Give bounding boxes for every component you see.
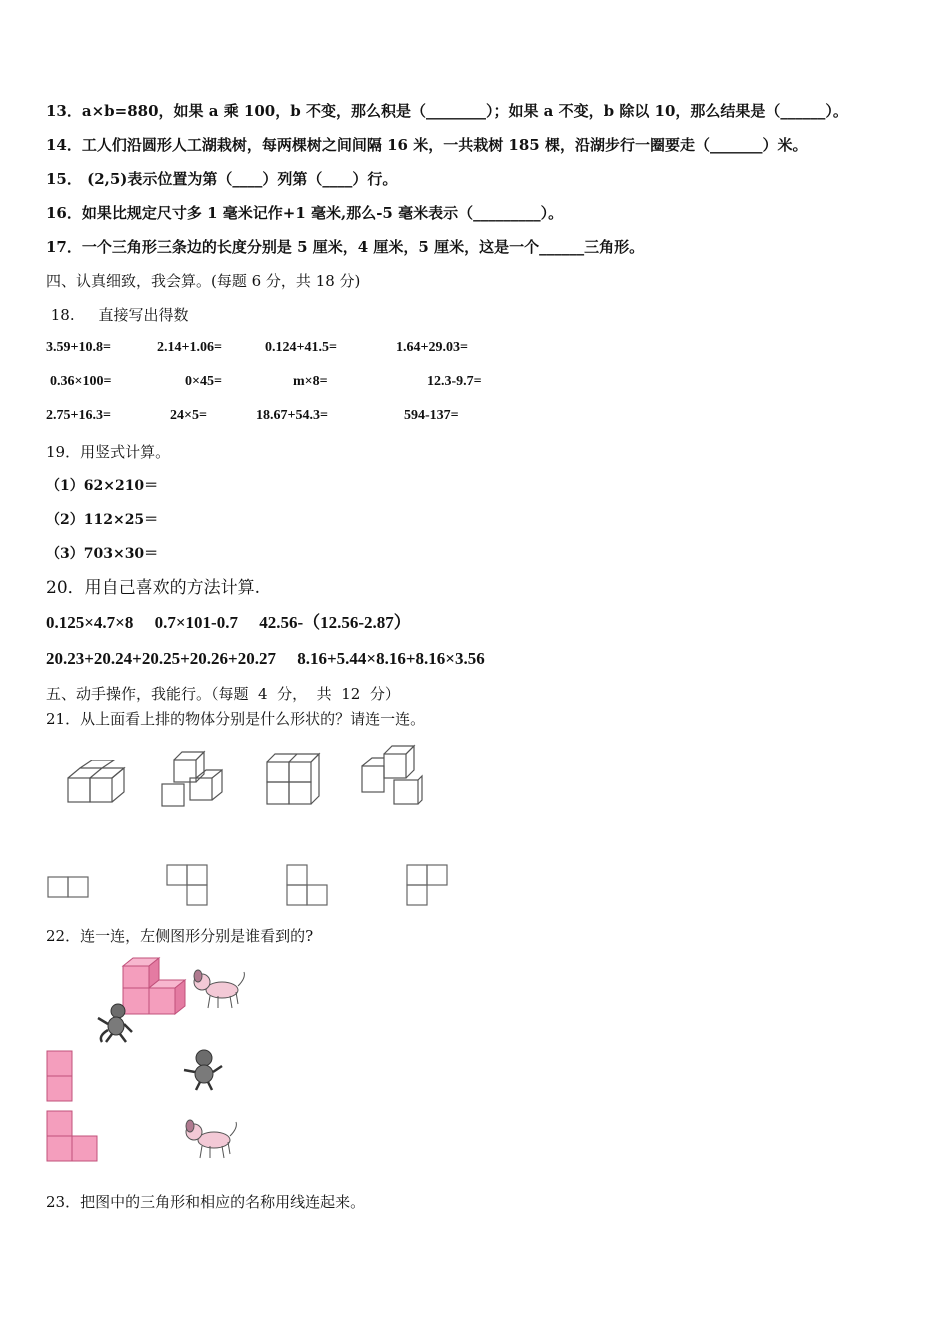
calc-item: 1.64+29.03= bbox=[396, 340, 468, 355]
top-view-3 bbox=[286, 864, 330, 908]
question-20-title: 20．用自己喜欢的方法计算. bbox=[46, 578, 261, 598]
top-view-2 bbox=[166, 864, 210, 908]
calc-item: 594-137= bbox=[404, 408, 459, 423]
question-20-row-2: 20.23+20.24+20.25+20.26+20.27 8.16+5.44×8.16+8.16×3.56 bbox=[46, 649, 485, 668]
cube-stack-1 bbox=[66, 760, 126, 806]
view-shape-vertical bbox=[46, 1050, 74, 1104]
calc-item: 18.67+54.3= bbox=[256, 408, 328, 423]
question-21-title: 21．从上面看上排的物体分别是什么形状的？请连一连。 bbox=[46, 710, 426, 728]
question-19-title: 19．用竖式计算。 bbox=[46, 443, 171, 461]
question-23-title: 23．把图中的三角形和相应的名称用线连起来。 bbox=[46, 1193, 366, 1211]
calc-item: 2.75+16.3= bbox=[46, 408, 111, 423]
question-18-title: 18. 直接写出得数 bbox=[46, 306, 189, 324]
calc-item: m×8= bbox=[293, 374, 328, 389]
calc-item: 12.3-9.7= bbox=[427, 374, 482, 389]
question-20-row-1: 0.125×4.7×8 0.7×101-0.7 42.56-（12.56-2.87） bbox=[46, 613, 411, 632]
top-view-4 bbox=[406, 864, 450, 908]
calc-item: 0×45= bbox=[185, 374, 222, 389]
question-13: 13．a×b=880，如果 a 乘 100，b 不变，那么积是（________）；如果 a 不变，b 除以 10，那么结果是（______）。 bbox=[46, 102, 848, 120]
calc-item: 0.36×100= bbox=[50, 374, 112, 389]
calc-item: 3.59+10.8= bbox=[46, 340, 111, 355]
cube-stack-4 bbox=[358, 744, 424, 806]
question-15: 15． (2,5)表示位置为第（____）列第（____）行。 bbox=[46, 170, 398, 188]
question-17: 17．一个三角形三条边的长度分别是 5 厘米，4 厘米，5 厘米，这是一个______三角形。 bbox=[46, 238, 645, 256]
section-4-heading: 四、认真细致，我会算。(每题 6 分，共 18 分) bbox=[46, 272, 361, 290]
vertical-calc-item: （1）62×210＝ bbox=[46, 478, 159, 494]
cube-stack-3 bbox=[265, 752, 321, 806]
vertical-calc-item: （2）112×25＝ bbox=[46, 512, 159, 528]
monkey-icon bbox=[94, 1002, 136, 1044]
section-5-heading: 五、动手操作，我能行。（每题 4 分， 共 12 分） bbox=[46, 685, 400, 703]
calc-item: 0.124+41.5= bbox=[265, 340, 337, 355]
vertical-calc-item: （3）703×30＝ bbox=[46, 546, 159, 562]
dog-icon bbox=[180, 1118, 240, 1162]
top-view-1 bbox=[47, 876, 91, 898]
question-14: 14．工人们沿圆形人工湖栽树，每两棵树之间间隔 16 米，一共栽树 185 棵，沿湖步行一圈要走（_______）米。 bbox=[46, 136, 808, 154]
dog-icon bbox=[188, 968, 248, 1012]
monkey-icon bbox=[182, 1048, 224, 1092]
view-shape-l bbox=[46, 1110, 100, 1164]
question-22-title: 22．连一连，左侧图形分别是谁看到的? bbox=[46, 927, 314, 945]
question-16: 16．如果比规定尺寸多 1 毫米记作+1 毫米,那么-5 毫米表示（_________）。 bbox=[46, 204, 564, 222]
cube-stack-2 bbox=[160, 748, 226, 808]
calc-item: 24×5= bbox=[170, 408, 207, 423]
calc-item: 2.14+1.06= bbox=[157, 340, 222, 355]
